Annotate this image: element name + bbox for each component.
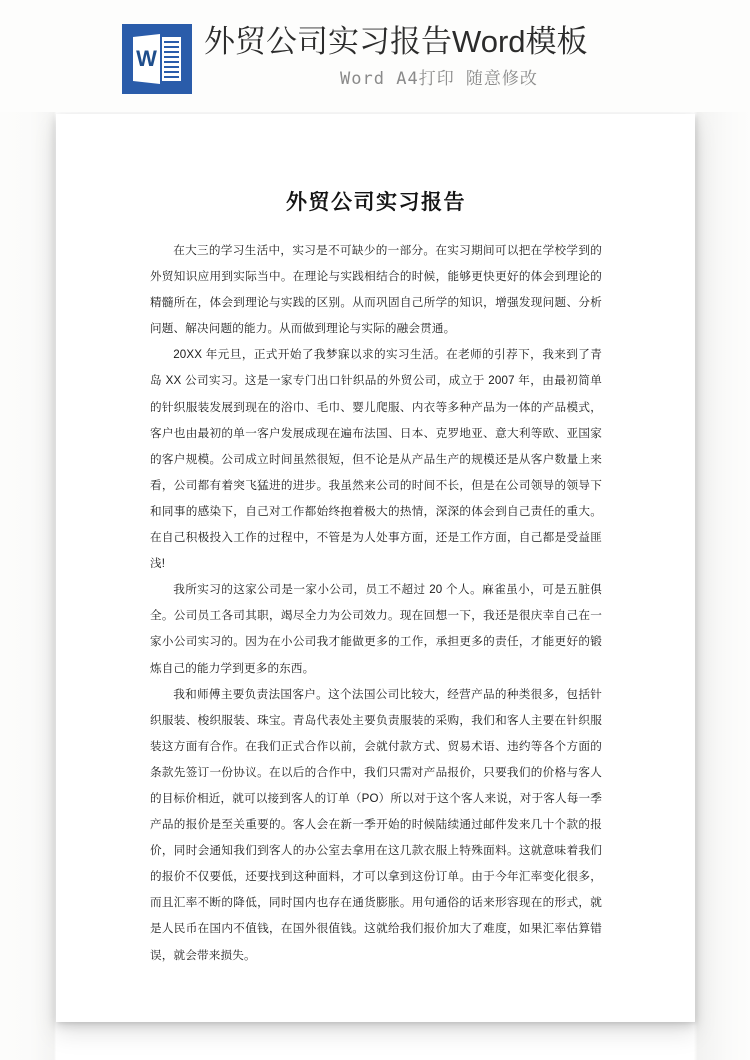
- document-paragraph: 在大三的学习生活中，实习是不可缺少的一部分。在实习期间可以把在学校学到的外贸知识应用到实际当中。在理论与实践相结合的时候，能够更快更好的体会到理论的精髓所在，体会到理论与实践的区别。从而巩固自己所学的知识，增强发现问题、分析问题、解决问题的能力。从而做到理论与实际的融会贯通。: [150, 244, 602, 336]
- document-paragraph: 我所实习的这家公司是一家小公司，员工不超过 20 个人。麻雀虽小，可是五脏俱全。公司员工各司其职，竭尽全力为公司效力。现在回想一下，我还是很庆幸自己在一家小公司实习的。因为在小公司我才能做更多的工作，承担更多的责任，才能更好的锻炼自己的能力学到更多的东西。: [150, 583, 602, 675]
- document-text-area: [150, 188, 602, 969]
- banner-subtitle: Word A4打印 随意修改: [340, 69, 538, 89]
- word-icon-letter: W: [136, 46, 157, 71]
- word-icon-text-lines: [162, 37, 181, 81]
- document-paragraph: 20XX 年元旦，正式开始了我梦寐以求的实习生活。在老师的引荐下，我来到了青岛 XX 公司实习。这是一家专门出口针织品的外贸公司，成立于 2007 年，由最初简单的针织服装发展到现在的浴巾、毛巾、婴儿爬服、内衣等多种产品为一体的产品模式，客户也由最初的单一客户发展成现在遍布法国、日本、克罗地亚、意大利等欧、亚国家的客户规模。公司成立时间虽然很短，但不论是从产品生产的规模还是从客户数量上来看，公司都有着突飞猛进的进步。我虽然来公司的时间不长，但是在公司领导的领导下和同事的感染下，自己对工作都始终抱着极大的热情，深深的体会到自己责任的重大。在自己积极投入工作的过程中，不管是为人处事方面，还是工作方面，自己都是受益匪浅!: [150, 348, 602, 571]
- banner-title: 外贸公司实习报告Word模板: [204, 24, 588, 59]
- template-header-banner: [0, 0, 750, 112]
- document-title: 外贸公司实习报告: [286, 191, 466, 214]
- document-paragraph: 我和师傅主要负责法国客户。这个法国公司比较大，经营产品的种类很多，包括针织服装、梭织服装、珠宝。青岛代表处主要负责服装的采购，我们和客人主要在针织服装这方面有合作。在我们正式合作以前，会就付款方式、贸易术语、违约等各个方面的条款先签订一份协议。在以后的合作中，我们只需对产品报价，只要我们的价格与客人的目标价相近，就可以接到客人的订单（PO）所以对于这个客人来说，对于客人每一季产品的报价是至关重要的。客人会在新一季开始的时候陆续通过邮件发来几十个款的报价，同时会通知我们到客人的办公室去拿用在这几款衣服上特殊面料。这就意味着我们的报价不仅要低，还要找到这种面料，才可以拿到这份订单。由于今年汇率变化很多，而且汇率不断的降低，同时国内也存在通货膨胀。用句通俗的话来形容现在的形式，就是人民币在国内不值钱，在国外很值钱。这就给我们报价加大了难度，如果汇率估算错误，就会带来损失。: [150, 687, 602, 962]
- microsoft-word-icon: [122, 24, 192, 94]
- banner-content: [122, 18, 682, 108]
- document-page-sheet: [56, 114, 695, 1022]
